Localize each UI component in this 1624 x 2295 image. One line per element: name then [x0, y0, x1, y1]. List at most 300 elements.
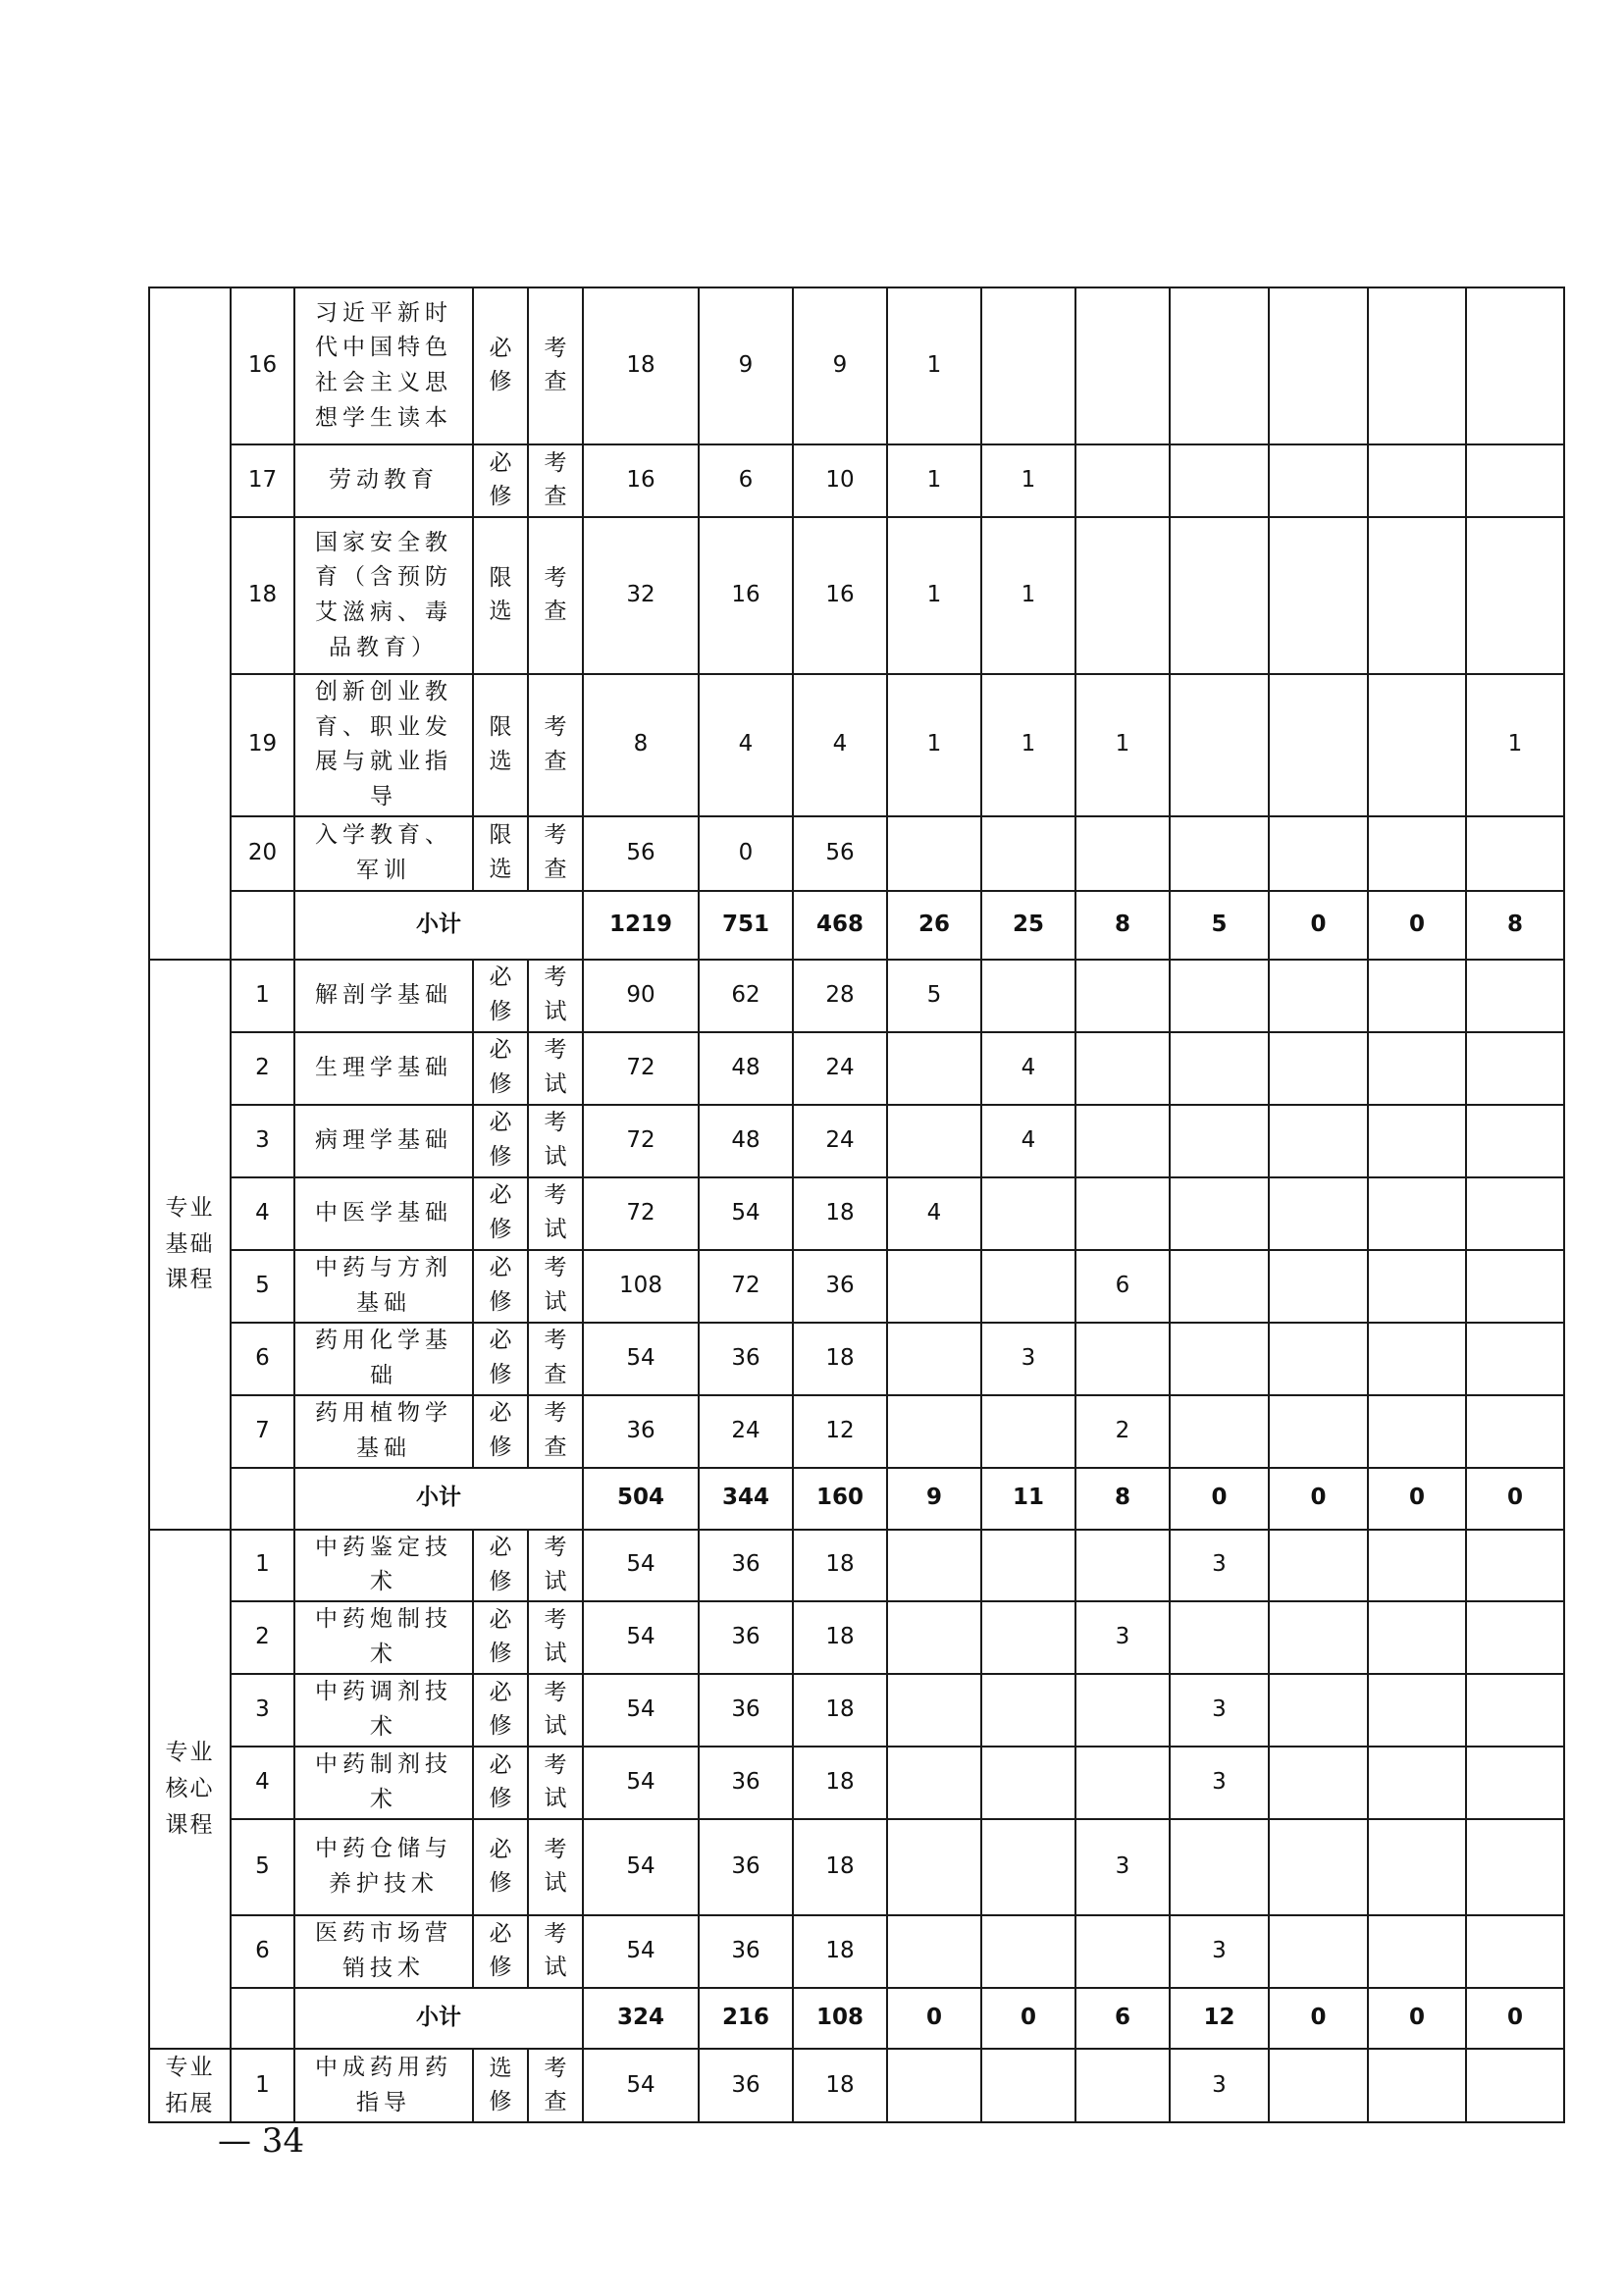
- assessment-type: [528, 444, 583, 517]
- course-nature-text: 必修: [489, 1182, 512, 1242]
- assessment-type-text: 考查: [544, 714, 567, 774]
- hours-s4: [1170, 287, 1269, 444]
- subtotal-s1: 9: [887, 1468, 981, 1530]
- hours-s5: [1269, 960, 1368, 1032]
- hours-s7: [1466, 1915, 1564, 1988]
- hours-s4: [1170, 1395, 1269, 1468]
- assessment-type: [528, 674, 583, 816]
- hours-s2: 1: [981, 674, 1075, 816]
- assessment-type-text: 考试: [544, 1037, 567, 1097]
- hours-s4: [1170, 1323, 1269, 1395]
- course-no: 5: [231, 1250, 294, 1323]
- course-nature: [473, 1915, 528, 1988]
- course-nature: [473, 1395, 528, 1468]
- subtotal-s1: 0: [887, 1988, 981, 2049]
- course-nature-text: 必修: [489, 1751, 512, 1812]
- course-name-text: 医药市场营销技术: [315, 1920, 452, 1981]
- course-nature: [473, 1674, 528, 1747]
- hours-s3: 3: [1075, 1819, 1170, 1915]
- hours-practice: 12: [793, 1395, 887, 1468]
- hours-s4: [1170, 960, 1269, 1032]
- course-name: [294, 1819, 473, 1915]
- hours-practice: 4: [793, 674, 887, 816]
- hours-s1: 5: [887, 960, 981, 1032]
- course-name-text: 中药与方剂基础: [315, 1254, 452, 1316]
- course-nature-text: 限选: [489, 822, 512, 882]
- hours-total: 90: [583, 960, 699, 1032]
- hours-s7: [1466, 960, 1564, 1032]
- course-no: 20: [231, 816, 294, 891]
- hours-s7: [1466, 1177, 1564, 1250]
- hours-s6: [1368, 816, 1466, 891]
- course-name-text: 病理学基础: [315, 1126, 452, 1153]
- course-no: 1: [231, 2049, 294, 2123]
- hours-s6: [1368, 1674, 1466, 1747]
- hours-s1: 1: [887, 287, 981, 444]
- course-nature: [473, 1105, 528, 1177]
- course-name-text: 习近平新时代中国特色社会主义思想学生读本: [315, 299, 452, 431]
- course-nature-text: 限选: [489, 714, 512, 774]
- subtotal-row: [149, 1988, 1564, 2049]
- course-nature-text: 必修: [489, 1535, 512, 1594]
- hours-s2: [981, 2049, 1075, 2123]
- subtotal-blank: [231, 891, 294, 960]
- hours-s7: [1466, 1819, 1564, 1915]
- course-nature: [473, 517, 528, 674]
- hours-s3: [1075, 517, 1170, 674]
- assessment-type-text: 考查: [544, 449, 567, 510]
- course-nature: [473, 1032, 528, 1105]
- hours-s2: [981, 1819, 1075, 1915]
- hours-theory: 0: [699, 816, 793, 891]
- hours-total: 54: [583, 1915, 699, 1988]
- course-name-text: 药用化学基础: [315, 1327, 452, 1388]
- hours-s7: [1466, 1105, 1564, 1177]
- hours-s1: 4: [887, 1177, 981, 1250]
- course-nature: [473, 1250, 528, 1323]
- hours-s7: 1: [1466, 674, 1564, 816]
- hours-practice: 16: [793, 517, 887, 674]
- course-nature-text: 必修: [489, 1679, 512, 1740]
- course-no: 17: [231, 444, 294, 517]
- hours-practice: 18: [793, 1530, 887, 1601]
- hours-theory: 36: [699, 1323, 793, 1395]
- course-name: [294, 1323, 473, 1395]
- hours-s5: [1269, 816, 1368, 891]
- hours-s1: [887, 1915, 981, 1988]
- hours-theory: 36: [699, 2049, 793, 2123]
- category-cell-text: 专业核心课程: [165, 1740, 215, 1838]
- course-name: [294, 1105, 473, 1177]
- hours-s2: [981, 1674, 1075, 1747]
- subtotal-s2: 11: [981, 1468, 1075, 1530]
- hours-total: 16: [583, 444, 699, 517]
- course-no: 5: [231, 1819, 294, 1915]
- subtotal-s3: 8: [1075, 891, 1170, 960]
- hours-practice: 18: [793, 1601, 887, 1674]
- hours-s2: [981, 816, 1075, 891]
- course-row: [149, 1915, 1564, 1988]
- hours-s5: [1269, 1395, 1368, 1468]
- assessment-type: [528, 1819, 583, 1915]
- assessment-type-text: 考试: [544, 1679, 567, 1740]
- hours-s1: [887, 1032, 981, 1105]
- hours-s4: [1170, 1177, 1269, 1250]
- course-nature-text: 必修: [489, 1037, 512, 1097]
- course-name-text: 创新创业教育、职业发展与就业指导: [315, 679, 452, 809]
- subtotal-practice: 108: [793, 1988, 887, 2049]
- course-name: [294, 1915, 473, 1988]
- assessment-type: [528, 517, 583, 674]
- assessment-type-text: 考查: [544, 335, 567, 395]
- hours-s3: [1075, 1915, 1170, 1988]
- course-name: [294, 1177, 473, 1250]
- hours-s1: [887, 1674, 981, 1747]
- assessment-type: [528, 1601, 583, 1674]
- course-nature-text: 限选: [489, 564, 512, 625]
- assessment-type: [528, 960, 583, 1032]
- hours-theory: 4: [699, 674, 793, 816]
- course-name-text: 劳动教育: [329, 467, 439, 494]
- hours-s3: [1075, 2049, 1170, 2123]
- hours-theory: 36: [699, 1915, 793, 1988]
- subtotal-label: 小计: [294, 891, 583, 960]
- subtotal-s2: 25: [981, 891, 1075, 960]
- hours-s5: [1269, 1915, 1368, 1988]
- hours-s5: [1269, 444, 1368, 517]
- subtotal-s2: 0: [981, 1988, 1075, 2049]
- hours-total: 54: [583, 1674, 699, 1747]
- hours-s6: [1368, 1819, 1466, 1915]
- hours-s1: [887, 1819, 981, 1915]
- hours-s5: [1269, 1177, 1368, 1250]
- subtotal-s7: 8: [1466, 891, 1564, 960]
- assessment-type: [528, 287, 583, 444]
- hours-s3: 1: [1075, 674, 1170, 816]
- course-nature: [473, 816, 528, 891]
- hours-s1: [887, 1747, 981, 1819]
- subtotal-s6: 0: [1368, 1468, 1466, 1530]
- hours-s6: [1368, 1915, 1466, 1988]
- hours-s1: [887, 1601, 981, 1674]
- hours-s3: [1075, 1530, 1170, 1601]
- hours-s1: [887, 1105, 981, 1177]
- hours-s2: 4: [981, 1105, 1075, 1177]
- course-name-text: 药用植物学基础: [315, 1399, 452, 1461]
- hours-s5: [1269, 1032, 1368, 1105]
- hours-theory: 72: [699, 1250, 793, 1323]
- hours-s3: [1075, 1177, 1170, 1250]
- hours-theory: 36: [699, 1674, 793, 1747]
- hours-total: 54: [583, 1819, 699, 1915]
- hours-s4: [1170, 1105, 1269, 1177]
- course-row: [149, 816, 1564, 891]
- hours-s7: [1466, 1674, 1564, 1747]
- hours-s3: 3: [1075, 1601, 1170, 1674]
- hours-total: 72: [583, 1105, 699, 1177]
- hours-s7: [1466, 1323, 1564, 1395]
- course-row: [149, 1530, 1564, 1601]
- hours-s1: 1: [887, 444, 981, 517]
- course-name-text: 中药制剂技术: [315, 1751, 452, 1812]
- hours-total: 54: [583, 1323, 699, 1395]
- course-row: [149, 1395, 1564, 1468]
- hours-s3: [1075, 287, 1170, 444]
- course-nature-text: 必修: [489, 1328, 512, 1387]
- subtotal-s5: 0: [1269, 1988, 1368, 2049]
- course-name-text: 入学教育、军训: [315, 821, 452, 883]
- course-nature-text: 必修: [489, 1400, 512, 1460]
- hours-s3: [1075, 960, 1170, 1032]
- hours-s3: [1075, 1032, 1170, 1105]
- hours-s5: [1269, 674, 1368, 816]
- subtotal-theory: 751: [699, 891, 793, 960]
- subtotal-theory: 216: [699, 1988, 793, 2049]
- category-cell-text: 专业基础课程: [165, 1194, 215, 1293]
- course-row: [149, 1032, 1564, 1105]
- hours-s7: [1466, 1747, 1564, 1819]
- course-nature: [473, 674, 528, 816]
- course-row: [149, 1105, 1564, 1177]
- hours-s7: [1466, 517, 1564, 674]
- course-name: [294, 960, 473, 1032]
- category-cell: [149, 287, 231, 960]
- hours-s1: 1: [887, 517, 981, 674]
- course-nature: [473, 2049, 528, 2123]
- course-name: [294, 1395, 473, 1468]
- hours-s3: [1075, 816, 1170, 891]
- hours-theory: 36: [699, 1530, 793, 1601]
- course-name-text: 中成药用药指导: [315, 2055, 452, 2115]
- hours-s4: [1170, 444, 1269, 517]
- assessment-type: [528, 1915, 583, 1988]
- assessment-type-text: 考试: [544, 1110, 567, 1170]
- course-nature-text: 选修: [489, 2055, 512, 2115]
- hours-s5: [1269, 1674, 1368, 1747]
- assessment-type-text: 考试: [544, 1535, 567, 1594]
- course-row: [149, 1323, 1564, 1395]
- subtotal-total: 504: [583, 1468, 699, 1530]
- hours-s7: [1466, 816, 1564, 891]
- hours-s6: [1368, 1032, 1466, 1105]
- course-name: [294, 517, 473, 674]
- assessment-type-text: 考试: [544, 965, 567, 1024]
- hours-practice: 18: [793, 1747, 887, 1819]
- hours-s2: 1: [981, 444, 1075, 517]
- subtotal-s7: 0: [1466, 1468, 1564, 1530]
- subtotal-practice: 160: [793, 1468, 887, 1530]
- subtotal-total: 324: [583, 1988, 699, 2049]
- hours-total: 56: [583, 816, 699, 891]
- subtotal-s5: 0: [1269, 1468, 1368, 1530]
- course-name: [294, 1601, 473, 1674]
- subtotal-practice: 468: [793, 891, 887, 960]
- course-nature-text: 必修: [489, 1836, 512, 1897]
- hours-s7: [1466, 444, 1564, 517]
- hours-s2: 3: [981, 1323, 1075, 1395]
- subtotal-row: [149, 891, 1564, 960]
- course-nature: [473, 1747, 528, 1819]
- hours-s5: [1269, 1530, 1368, 1601]
- hours-s2: 4: [981, 1032, 1075, 1105]
- hours-s5: [1269, 1323, 1368, 1395]
- assessment-type: [528, 1250, 583, 1323]
- hours-total: 108: [583, 1250, 699, 1323]
- assessment-type: [528, 1674, 583, 1747]
- hours-theory: 9: [699, 287, 793, 444]
- course-name-text: 中药调剂技术: [315, 1679, 452, 1740]
- course-no: 19: [231, 674, 294, 816]
- subtotal-s4: 0: [1170, 1468, 1269, 1530]
- hours-s5: [1269, 1601, 1368, 1674]
- course-row: [149, 1601, 1564, 1674]
- hours-s4: [1170, 816, 1269, 891]
- hours-s3: 6: [1075, 1250, 1170, 1323]
- hours-total: 8: [583, 674, 699, 816]
- category-cell: [149, 1530, 231, 2049]
- hours-total: 18: [583, 287, 699, 444]
- subtotal-label: 小计: [294, 1988, 583, 2049]
- assessment-type: [528, 1105, 583, 1177]
- hours-s4: [1170, 674, 1269, 816]
- category-cell: [149, 960, 231, 1530]
- assessment-type-text: 考查: [544, 2055, 567, 2115]
- course-no: 4: [231, 1747, 294, 1819]
- assessment-type: [528, 1395, 583, 1468]
- course-no: 3: [231, 1674, 294, 1747]
- assessment-type-text: 考试: [544, 1920, 567, 1981]
- hours-s1: [887, 1395, 981, 1468]
- hours-theory: 36: [699, 1747, 793, 1819]
- hours-s5: [1269, 1819, 1368, 1915]
- assessment-type-text: 考试: [544, 1255, 567, 1315]
- course-nature: [473, 1819, 528, 1915]
- hours-s6: [1368, 960, 1466, 1032]
- assessment-type-text: 考查: [544, 1400, 567, 1460]
- hours-s2: [981, 1395, 1075, 1468]
- assessment-type-text: 考试: [544, 1182, 567, 1242]
- hours-s6: [1368, 2049, 1466, 2123]
- course-nature: [473, 960, 528, 1032]
- hours-s2: 1: [981, 517, 1075, 674]
- course-row: [149, 517, 1564, 674]
- course-row: [149, 1747, 1564, 1819]
- hours-s6: [1368, 1105, 1466, 1177]
- course-name-text: 中医学基础: [315, 1199, 452, 1226]
- assessment-type-text: 考试: [544, 1606, 567, 1667]
- course-row: [149, 287, 1564, 444]
- assessment-type-text: 考查: [544, 1328, 567, 1387]
- hours-s6: [1368, 287, 1466, 444]
- hours-s7: [1466, 1250, 1564, 1323]
- hours-total: 36: [583, 1395, 699, 1468]
- course-name-text: 国家安全教育（含预防艾滋病、毒品教育）: [315, 529, 452, 660]
- hours-s3: [1075, 1105, 1170, 1177]
- course-name-text: 中药鉴定技术: [315, 1534, 452, 1595]
- hours-practice: 10: [793, 444, 887, 517]
- course-no: 2: [231, 1601, 294, 1674]
- hours-theory: 24: [699, 1395, 793, 1468]
- hours-theory: 36: [699, 1819, 793, 1915]
- subtotal-s5: 0: [1269, 891, 1368, 960]
- course-nature-text: 必修: [489, 1606, 512, 1667]
- hours-s2: [981, 1601, 1075, 1674]
- hours-s2: [981, 287, 1075, 444]
- course-no: 1: [231, 1530, 294, 1601]
- hours-s3: 2: [1075, 1395, 1170, 1468]
- assessment-type: [528, 1747, 583, 1819]
- subtotal-s6: 0: [1368, 891, 1466, 960]
- assessment-type: [528, 1032, 583, 1105]
- hours-s5: [1269, 287, 1368, 444]
- hours-s6: [1368, 1601, 1466, 1674]
- hours-s2: [981, 1915, 1075, 1988]
- hours-practice: 56: [793, 816, 887, 891]
- assessment-type: [528, 816, 583, 891]
- course-nature-text: 必修: [489, 449, 512, 510]
- hours-s1: 1: [887, 674, 981, 816]
- assessment-type-text: 考试: [544, 1751, 567, 1812]
- hours-s5: [1269, 1747, 1368, 1819]
- page-number: — 34: [218, 2121, 305, 2161]
- subtotal-s4: 5: [1170, 891, 1269, 960]
- subtotal-theory: 344: [699, 1468, 793, 1530]
- course-name: [294, 2049, 473, 2123]
- subtotal-s3: 8: [1075, 1468, 1170, 1530]
- course-no: 7: [231, 1395, 294, 1468]
- hours-s1: [887, 1250, 981, 1323]
- hours-s4: [1170, 1032, 1269, 1105]
- category-cell: [149, 2049, 231, 2123]
- hours-theory: 48: [699, 1105, 793, 1177]
- course-name-text: 中药炮制技术: [315, 1606, 452, 1667]
- hours-practice: 18: [793, 1819, 887, 1915]
- subtotal-s7: 0: [1466, 1988, 1564, 2049]
- course-name: [294, 1530, 473, 1601]
- course-nature-text: 必修: [489, 965, 512, 1024]
- course-nature: [473, 444, 528, 517]
- hours-s5: [1269, 1250, 1368, 1323]
- category-cell-text: 专业拓展: [165, 2054, 215, 2116]
- assessment-type: [528, 1177, 583, 1250]
- hours-total: 72: [583, 1032, 699, 1105]
- hours-s3: [1075, 1323, 1170, 1395]
- subtotal-row: [149, 1468, 1564, 1530]
- hours-practice: 18: [793, 2049, 887, 2123]
- hours-s6: [1368, 1250, 1466, 1323]
- hours-s5: [1269, 2049, 1368, 2123]
- course-no: 4: [231, 1177, 294, 1250]
- hours-s5: [1269, 1105, 1368, 1177]
- hours-s4: 3: [1170, 2049, 1269, 2123]
- hours-s4: 3: [1170, 1747, 1269, 1819]
- hours-s1: [887, 816, 981, 891]
- hours-s6: [1368, 674, 1466, 816]
- course-row: [149, 1674, 1564, 1747]
- curriculum-table: [148, 287, 1565, 2123]
- hours-s3: [1075, 1674, 1170, 1747]
- course-nature: [473, 1530, 528, 1601]
- subtotal-total: 1219: [583, 891, 699, 960]
- hours-theory: 6: [699, 444, 793, 517]
- hours-s2: [981, 1250, 1075, 1323]
- hours-theory: 16: [699, 517, 793, 674]
- hours-practice: 24: [793, 1105, 887, 1177]
- course-row: [149, 960, 1564, 1032]
- course-row: [149, 2049, 1564, 2123]
- hours-total: 72: [583, 1177, 699, 1250]
- subtotal-s1: 26: [887, 891, 981, 960]
